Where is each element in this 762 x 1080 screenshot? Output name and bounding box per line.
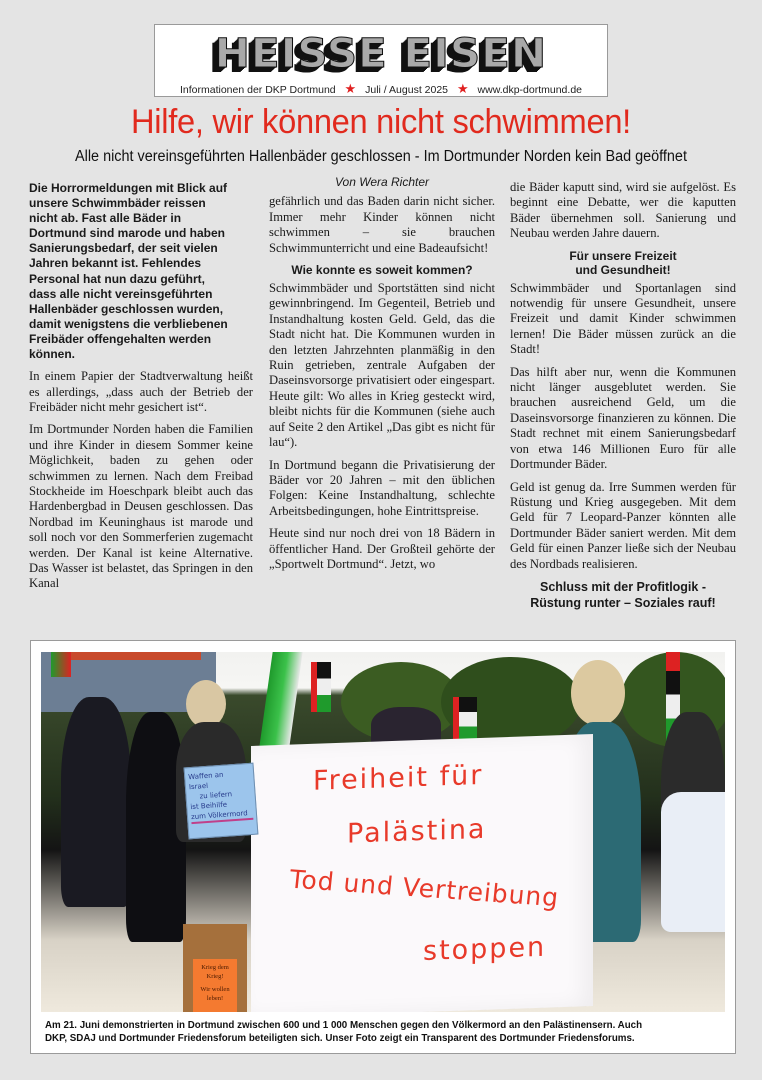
protester-head	[186, 680, 226, 728]
palestine-flag	[311, 662, 331, 712]
issue-date: Juli / August 2025	[365, 84, 449, 96]
subhead-line: und Gesundheit!	[575, 262, 671, 277]
publisher: Informationen der DKP Dortmund	[179, 84, 336, 96]
paragraph: Im Dortmunder Norden haben die Familien und ihre Kinder in diesem Sommer keine Möglichkeit, baden zu gehen oder schwimmen zu lernen. Nach dem Freibad Stockheide im Hoeschpark bleibt auch das Hardenbergbad in Deusen geschlossen. Das Nordbad im Keuninghaus ist marode und soll noch vor den Sommerferien zugemacht werden. Der Kanal ist keine Alternative. Das Wasser ist belastet, das Springen in den Kanal	[29, 422, 253, 591]
paragraph: In Dortmund begann die Privatisierung der Bäder vor 20 Jahren – mit den üblichen Folgen: Keine Instandhaltung, schlechte Arbeitsbedingungen, hohe Eintrittspreise.	[269, 457, 495, 518]
photo-caption	[45, 1019, 677, 1045]
building-roof	[51, 652, 201, 660]
banner-text: Freiheit für	[313, 759, 484, 797]
caption-line: DKP, SDAJ und Dortmunder Friedensforum beteiligten sich. Unser Foto zeigt ein Transparent des Dortmunder Friedensforums.	[45, 1032, 635, 1044]
closing-slogan	[510, 579, 736, 611]
sign-text: zum Völkermord	[191, 808, 254, 824]
sign-text: leben!	[206, 995, 224, 1002]
protester-head	[571, 660, 625, 726]
slogan-line: Rüstung runter – Soziales rauf!	[530, 595, 716, 610]
website-link[interactable]: www.dkp-dortmund.de	[477, 84, 582, 96]
paragraph: Das hilft aber nur, wenn die Kommunen nicht länger ausgeblutet werden. Sie brauchen ausreichend Geld, um die Daseinsvorsorge finanzieren zu können. Die Stadt rechnet mit einem Sanierungsbedarf von etwa 146 Millionen Euro für alle Dortmunder Bäder.	[510, 364, 736, 472]
palestine-flag	[51, 652, 71, 677]
protest-banner	[251, 734, 593, 1012]
police-car	[661, 792, 725, 932]
star-icon: ★	[344, 81, 357, 96]
paragraph: Heute sind nur noch drei von 18 Bädern in öffentlicher Hand. Der Großteil gehörte der „Sportwelt Dortmund“. Jetzt, wo	[269, 526, 495, 571]
article-lead: Die Horrormeldungen mit Blick auf unsere Schwimmbäder reissen nicht ab. Fast alle Bäder in Dortmund sind marode und haben Sanierungsbedarf, der seit vielen Jahren bekannt ist. Fehlendes Personal hat nun dazu geführt, dass alle nicht vereinsgeführten Hallenbäder geschlossen wurden, damit wenigstens die verbliebenen Freibäder offengehalten werden können.	[29, 181, 228, 362]
star-icon: ★	[456, 81, 469, 96]
sign-text: ist Beihilfe	[190, 800, 228, 812]
sign-text: Krieg!	[206, 973, 224, 980]
article-column-1	[29, 181, 253, 592]
section-subhead: Wie konnte es soweit kommen?	[291, 263, 473, 278]
article-subheadline: Alle nicht vereinsgeführten Hallenbäder geschlossen - Im Dortmunder Norden kein Bad geöffnet	[75, 148, 687, 165]
orange-sign	[193, 959, 237, 1012]
masthead-info-line	[155, 81, 607, 97]
newspaper-logo: HEISSE EISEN	[214, 31, 548, 77]
sign-text: Waffen an	[187, 770, 224, 782]
photo-frame	[30, 640, 736, 1054]
banner-text: Tod und Vertreibung	[288, 864, 561, 913]
sign-text: Wir wollen	[200, 986, 230, 993]
article-column-2	[269, 175, 495, 572]
paragraph: Geld ist genug da. Irre Summen werden für Rüstung und Krieg ausgegeben. Mit dem Geld für 7 Leopard-Panzer könnten alle Dortmunder Bäder saniert werden. Mit dem Geld für einen Panzer ließe sich der Neubau des Nordbads realisieren.	[510, 479, 736, 571]
banner-text: Palästina	[347, 813, 487, 850]
subhead-line: Für unsere Freizeit	[569, 248, 677, 263]
paragraph: Schwimmbäder und Sportstätten sind nicht gewinnbringend. Im Gegenteil, Betrieb und Instandhaltung kosten Geld. Geld, das die Stadt nicht hat. Die Kommunen wurden in den letzten Jahrzehnten planmäßig in den Ruin getrieben, zentrale Aufgaben der Daseinsvorsorge privatisiert oder eingespart. Heute gilt: Wo alles in Krieg gesteckt wird, bleibt nichts für die Kommunen (siehe auch auf Seite 2 den Artikel „Das gibt es nicht für lau“).	[269, 281, 495, 450]
sign-text: zu liefern	[199, 790, 233, 801]
sign-text: Israel	[188, 781, 209, 792]
paragraph: In einem Papier der Stadtverwaltung heißt es allerdings, „dass auch der Betrieb der Freibäder nicht mehr gesichert ist“.	[29, 369, 253, 414]
section-subhead	[510, 249, 736, 277]
paragraph: die Bäder kaputt sind, wird sie aufgelöst. Es beginnt eine Debatte, wer die kaputten Bäder übernehmen soll. Sanierung und Neubau werden Jahre dauern.	[510, 180, 736, 241]
palestine-flag	[453, 697, 477, 742]
article-column-3	[510, 180, 736, 611]
paragraph: gefährlich und das Baden darin nicht sicher. Immer mehr Kinder können nicht schwimmen – sie brauchen Schwimmunterricht und eine Badeaufsicht!	[269, 194, 495, 255]
slogan-line: Schluss mit der Profitlogik -	[540, 579, 706, 594]
protester	[61, 697, 131, 907]
article-headline: Hilfe, wir können nicht schwimmen!	[131, 103, 631, 141]
paragraph: Schwimmbäder und Sportanlagen sind notwendig für unsere Gesundheit, unsere Freizeit und damit Kinder schwimmen lernen! Die Bäder müssen zurück an die Stadt!	[510, 280, 736, 357]
blue-sign	[184, 763, 259, 840]
demonstration-photo	[41, 652, 725, 1012]
sign-text: Krieg dem	[201, 964, 229, 971]
masthead	[154, 24, 608, 97]
palestine-flag	[259, 652, 302, 747]
caption-line: Am 21. Juni demonstrierten in Dortmund zwischen 600 und 1 000 Menschen gegen den Völkermord an den Palästinensern. Auch	[45, 1019, 643, 1031]
author-byline: Von Wera Richter	[334, 175, 430, 189]
banner-text: stoppen	[423, 931, 547, 967]
